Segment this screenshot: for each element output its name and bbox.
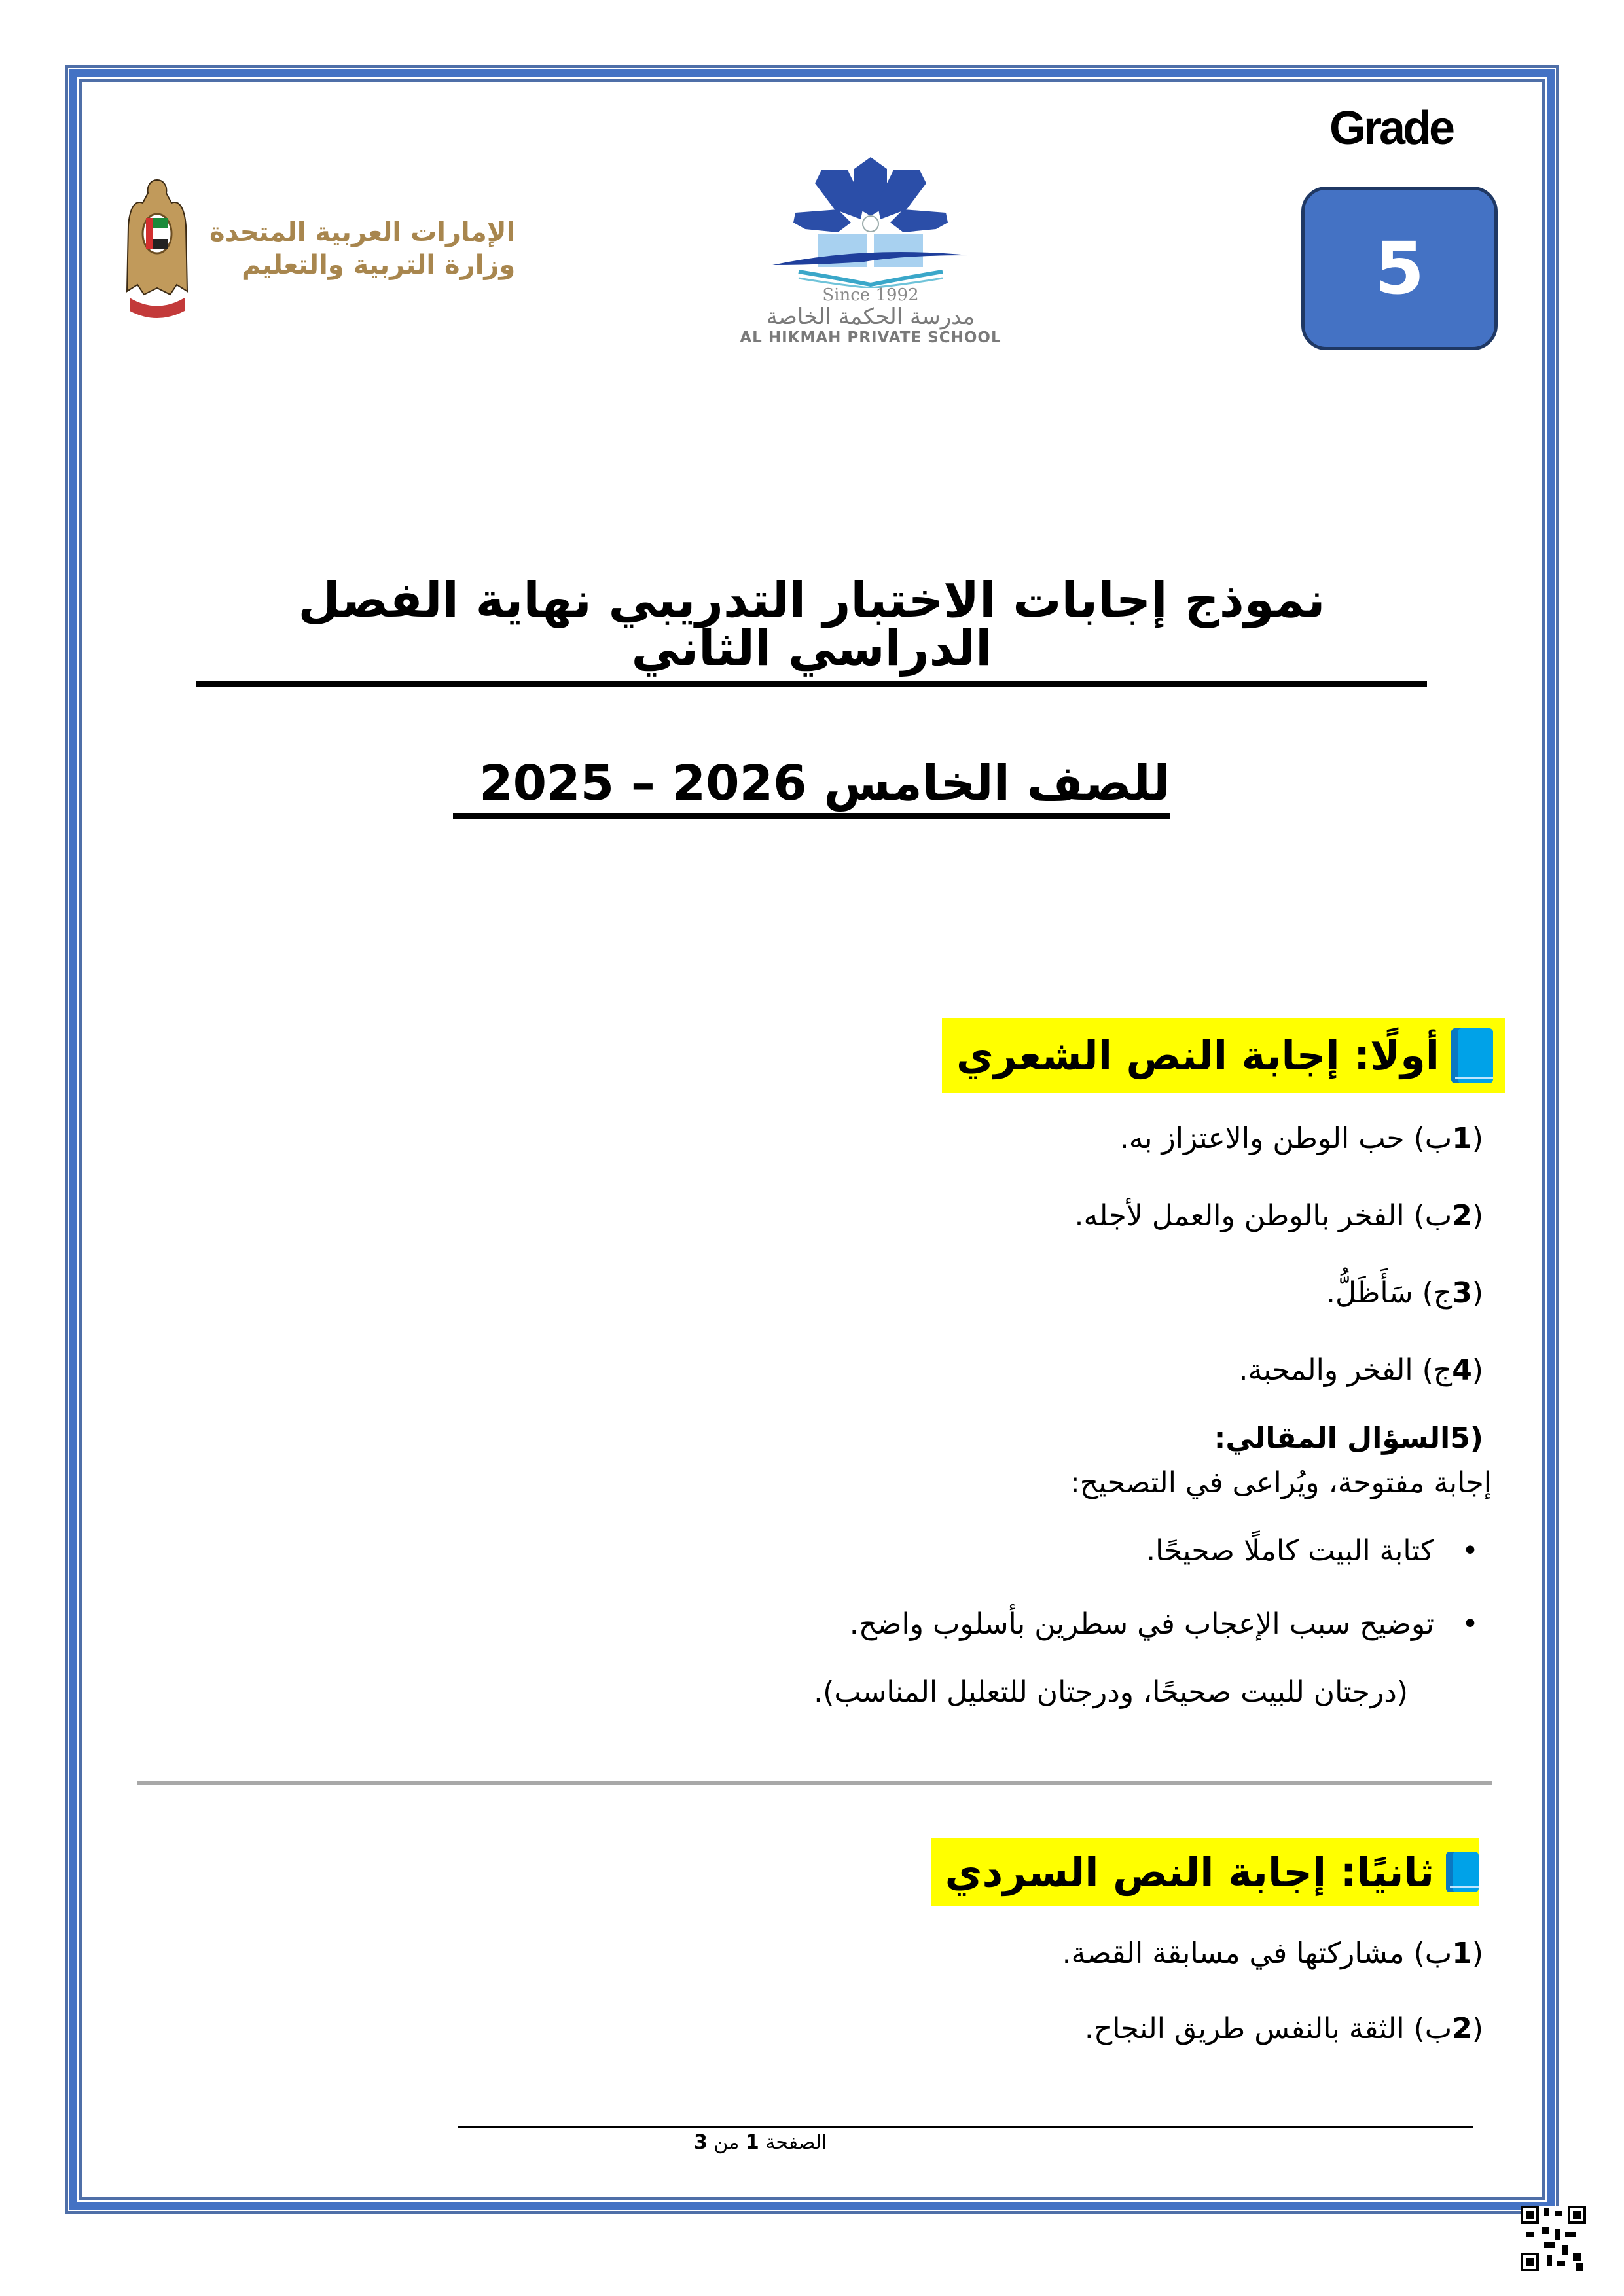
blue-book-icon [1446,1852,1479,1892]
answer-item: (1ب) حب الوطن والاعتزاز به. [1119,1122,1483,1155]
qr-code-icon [1521,2206,1586,2271]
title-line2: للصف الخامس 2026 – 2025 [453,759,1170,819]
school-emblem-icon [733,157,1008,288]
document-title [196,572,1427,819]
grade-label: Grade [1329,102,1453,154]
section1-heading-text: أولًا: إجابة النص الشعري [956,1031,1439,1079]
section2-heading-text: ثانيًا: إجابة النص السردي [945,1848,1434,1896]
criteria-item: • كتابة البيت كاملًا صحيحًا. [850,1528,1434,1602]
section-divider [137,1781,1492,1785]
section1-answers [1074,1116,1483,1425]
criteria-item: • توضيح سبب الإعجاب في سطرين بأسلوب واضح. [850,1602,1434,1675]
page-number: الصفحة 1 من 3 [694,2131,827,2154]
answer-item: (2ب) الثقة بالنفس طريق النجاح. [1084,2012,1483,2045]
ministry-line2: وزارة التربية والتعليم [242,250,516,280]
answer-item: (1ب) مشاركتها في مسابقة القصة. [1062,1937,1483,1970]
essay-intro: إجابة مفتوحة، ويُراعى في التصحيح: [1070,1466,1492,1499]
answer-item: (2ب) الفخر بالوطن والعمل لأجله. [1074,1199,1483,1232]
answer-item: (3ج) سَأَظَلُّ. [1326,1276,1483,1310]
grade-badge: 5 [1301,187,1498,350]
section2-answers [1062,1931,1483,2081]
school-logo [694,157,1047,373]
essay-criteria-list [850,1528,1434,1675]
uae-eagle-emblem-icon [124,173,190,324]
school-name-en: AL HIKMAH PRIVATE SCHOOL [740,329,1001,347]
school-since: Since 1992 [822,285,919,305]
section2-heading [931,1838,1479,1906]
title-line1: نموذج إجابات الاختبار التدريبي نهاية الفصل الدراسي الثاني [196,576,1427,687]
ministry-logo [124,167,556,331]
ministry-line1: الإمارات العربية المتحدة [209,217,516,247]
section1-heading [942,1018,1505,1093]
school-name-ar: مدرسة الحكمة الخاصة [766,304,975,330]
marks-note: (درجتان للبيت صحيحًا، ودرجتان للتعليل المناسب). [814,1676,1408,1709]
blue-book-icon [1451,1028,1493,1083]
answer-item: (4ج) الفخر والمحبة. [1238,1354,1483,1387]
essay-question-title: (5السؤال المقالي: [1214,1422,1483,1455]
footer-rule [458,2126,1473,2128]
